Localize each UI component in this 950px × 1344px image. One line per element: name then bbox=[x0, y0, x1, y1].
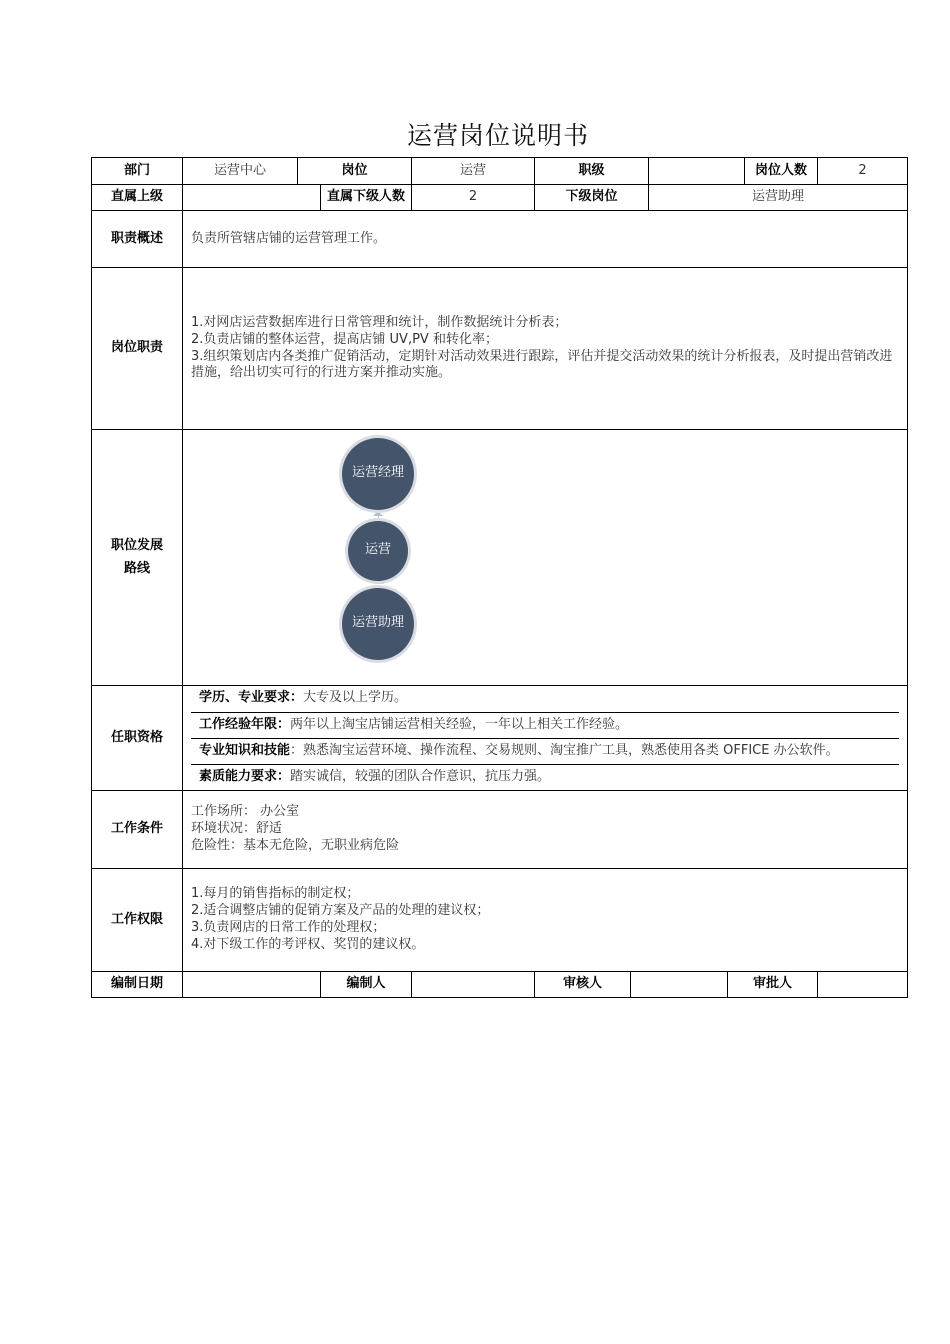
subordinates-label: 直属下级人数 bbox=[321, 185, 412, 211]
conditions-content bbox=[183, 791, 908, 869]
career-label bbox=[92, 430, 183, 686]
headcount-label: 岗位人数 bbox=[745, 158, 818, 185]
qualification-item bbox=[191, 738, 899, 764]
conditions-row bbox=[92, 791, 908, 869]
duties-row bbox=[92, 268, 908, 430]
connector-line bbox=[374, 582, 384, 584]
authority-item: 2.适合调整店铺的促销方案及产品的处理的建议权； bbox=[191, 903, 490, 919]
qualification-key: 素质能力要求： bbox=[199, 768, 291, 784]
subordinates-value: 2 bbox=[412, 185, 535, 211]
career-level-assistant: 运营助理 bbox=[342, 588, 414, 660]
condition-item: 环境状况：舒适 bbox=[191, 821, 283, 837]
qualification-item bbox=[191, 764, 899, 790]
job-description-table bbox=[91, 157, 908, 998]
duty-item: 2.负责店铺的整体运营，提高店铺 UV,PV 和转化率； bbox=[191, 331, 498, 347]
header-row-2 bbox=[92, 185, 908, 211]
conditions-label: 工作条件 bbox=[92, 791, 183, 869]
authority-item: 1.每月的销售指标的制定权； bbox=[191, 886, 360, 902]
qualifications-row bbox=[92, 686, 908, 791]
authority-item: 4.对下级工作的考评权、奖罚的建议权。 bbox=[191, 936, 425, 952]
career-level-operations: 运营 bbox=[348, 521, 408, 581]
career-row bbox=[92, 430, 908, 686]
approver-value bbox=[818, 972, 908, 998]
qualification-value: 大专及以上学历。 bbox=[303, 690, 408, 706]
duties-content bbox=[183, 268, 908, 430]
superior-label: 直属上级 bbox=[92, 185, 183, 211]
career-label-line2: 路线 bbox=[123, 560, 150, 576]
position-label: 岗位 bbox=[298, 158, 412, 185]
qualification-item bbox=[191, 712, 899, 738]
authority-content bbox=[183, 869, 908, 972]
condition-item: 危险性：基本无危险，无职业病危险 bbox=[191, 837, 400, 853]
career-diagram-cell bbox=[183, 430, 908, 686]
author-label: 编制人 bbox=[321, 972, 412, 998]
author-value bbox=[412, 972, 535, 998]
arrow-up-icon bbox=[373, 511, 383, 516]
qualification-value: ：熟悉淘宝运营环境、操作流程、交易规则、淘宝推广工具，熟悉使用各类 OFFICE 办公软件。 bbox=[290, 742, 839, 758]
duty-item: 3.组织策划店内各类推广促销活动，定期针对活动效果进行跟踪，评估并提交活动效果的统计分析报表，及时提出营销改进措施，给出切实可行的行进方案并推动实施。 bbox=[191, 348, 893, 381]
career-diagram bbox=[183, 431, 907, 685]
date-label: 编制日期 bbox=[92, 972, 183, 998]
headcount-value: 2 bbox=[818, 158, 908, 185]
qualification-value: 两年以上淘宝店铺运营相关经验，一年以上相关工作经验。 bbox=[290, 716, 629, 732]
qualifications-list bbox=[191, 686, 899, 790]
qualification-item bbox=[191, 686, 899, 712]
dept-label: 部门 bbox=[92, 158, 183, 185]
qualification-value: 踏实诚信，较强的团队合作意识，抗压力强。 bbox=[290, 768, 551, 784]
document-title: 运营岗位说明书 bbox=[406, 121, 589, 150]
authority-label: 工作权限 bbox=[92, 869, 183, 972]
duties-label: 岗位职责 bbox=[92, 268, 183, 430]
summary-label: 职责概述 bbox=[92, 211, 183, 268]
qualification-key: 工作经验年限： bbox=[199, 716, 291, 732]
position-value: 运营 bbox=[412, 158, 535, 185]
qualification-key: 学历、专业要求： bbox=[199, 690, 304, 706]
grade-label: 职级 bbox=[535, 158, 649, 185]
duty-item: 1.对网店运营数据库进行日常管理和统计，制作数据统计分析表； bbox=[191, 314, 568, 330]
summary-text: 负责所管辖店铺的运营管理工作。 bbox=[183, 211, 908, 268]
career-level-manager: 运营经理 bbox=[342, 438, 414, 510]
condition-item: 工作场所： 办公室 bbox=[191, 804, 300, 820]
sub-position-label: 下级岗位 bbox=[535, 185, 649, 211]
qualifications-label: 任职资格 bbox=[92, 686, 183, 791]
reviewer-label: 审核人 bbox=[535, 972, 631, 998]
footer-row bbox=[92, 972, 908, 998]
authority-item: 3.负责网店的日常工作的处理权； bbox=[191, 920, 386, 935]
approver-label: 审批人 bbox=[728, 972, 818, 998]
superior-value bbox=[183, 185, 321, 211]
reviewer-value bbox=[631, 972, 728, 998]
date-value bbox=[183, 972, 321, 998]
dept-value: 运营中心 bbox=[183, 158, 298, 185]
sub-position-value: 运营助理 bbox=[649, 185, 908, 211]
header-row-1 bbox=[92, 158, 908, 185]
qualification-key: 专业知识和技能 bbox=[199, 742, 291, 758]
summary-row bbox=[92, 211, 908, 268]
career-label-line1: 职位发展 bbox=[110, 537, 163, 553]
grade-value bbox=[649, 158, 745, 185]
authority-row bbox=[92, 869, 908, 972]
qualifications-content bbox=[183, 686, 908, 791]
